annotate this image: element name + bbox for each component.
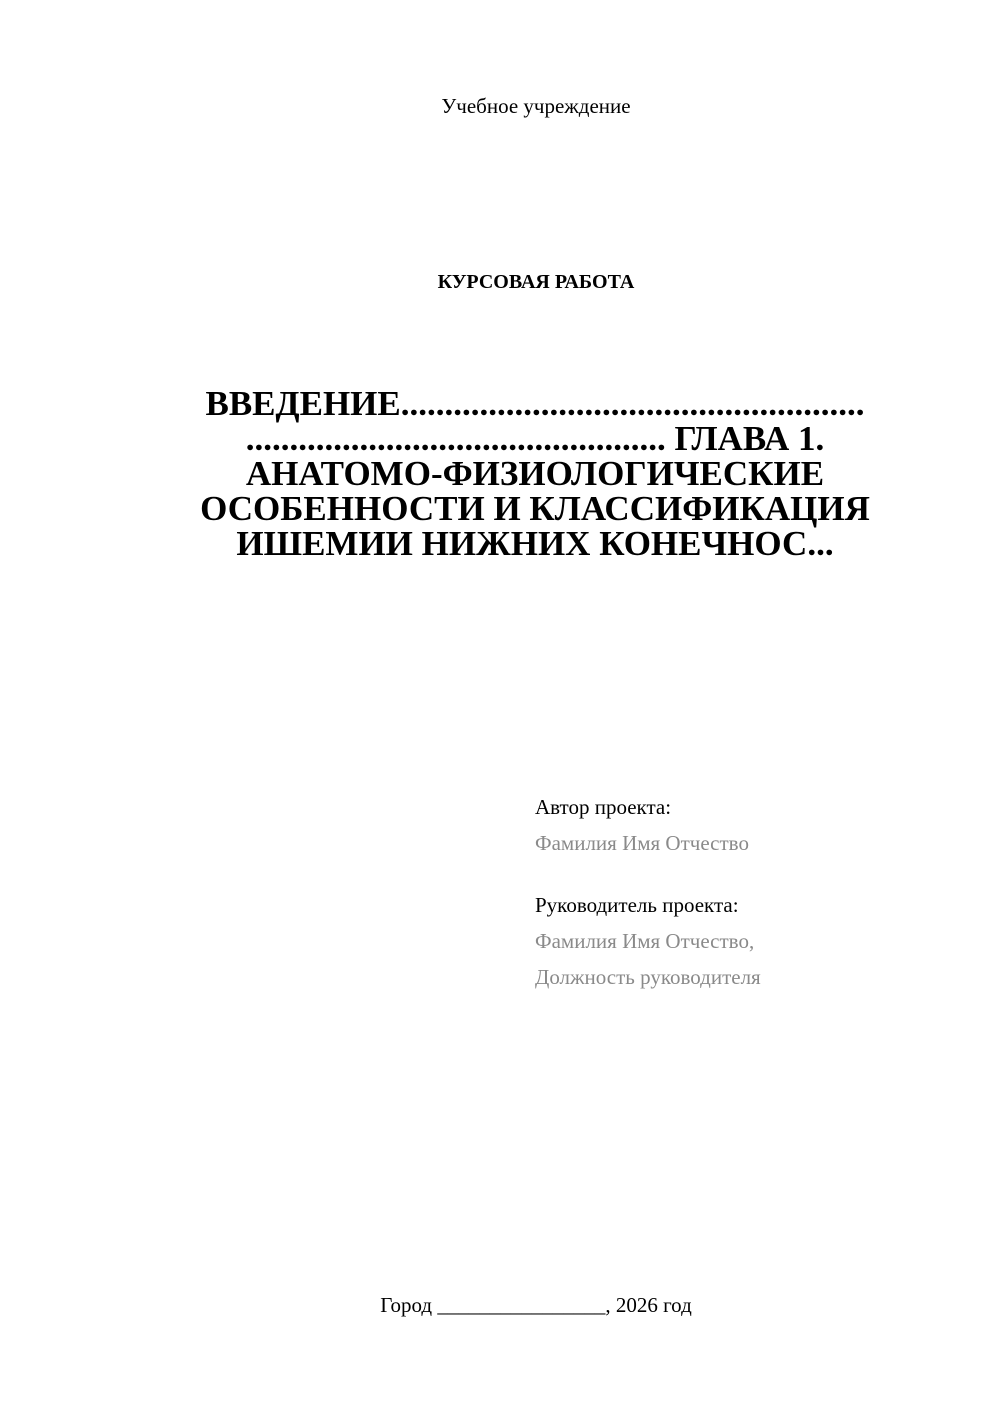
supervisor-position: Должность руководителя (535, 965, 761, 989)
work-title-line: ОСОБЕННОСТИ И КЛАССИФИКАЦИЯ (200, 489, 870, 528)
work-title-line: ВВЕДЕНИЕ..................................................... (205, 384, 865, 423)
author-label: Автор проекта: (535, 795, 672, 819)
work-title-line: АНАТОМО-ФИЗИОЛОГИЧЕСКИЕ (245, 454, 825, 493)
supervisor-label: Руководитель проекта: (535, 893, 739, 917)
institution-name: Учебное учреждение (441, 94, 631, 118)
work-type-heading: КУРСОВАЯ РАБОТА (437, 271, 635, 293)
author-name: Фамилия Имя Отчество (535, 831, 749, 855)
work-title-line: ИШЕМИИ НИЖНИХ КОНЕЧНОС... (236, 524, 834, 563)
work-title-line: ................................................ ГЛАВА 1. (245, 419, 825, 458)
work-title (150, 386, 920, 561)
city-year-footer: Город ________________, 2026 год (380, 1293, 692, 1317)
spacer (535, 861, 761, 887)
project-people-block (535, 789, 761, 995)
supervisor-name: Фамилия Имя Отчество, (535, 929, 755, 953)
